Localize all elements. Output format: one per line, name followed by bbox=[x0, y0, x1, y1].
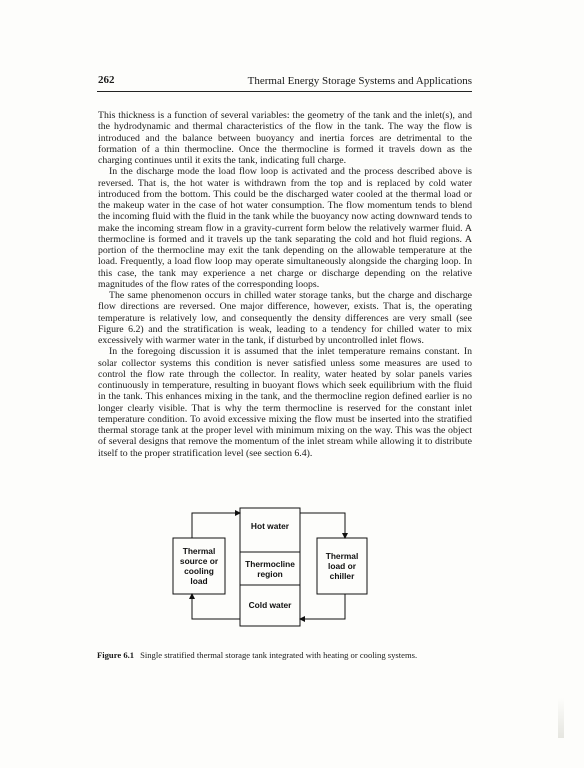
cold-water-label: Cold water bbox=[248, 600, 292, 610]
thermocline-label: Thermocline region bbox=[245, 559, 295, 579]
storage-tank-diagram bbox=[170, 505, 400, 633]
header-rule bbox=[97, 91, 472, 92]
source-label: Thermal source or cooling load bbox=[179, 546, 219, 586]
page-number: 262 bbox=[98, 74, 115, 86]
scan-edge-shadow bbox=[558, 698, 564, 738]
paragraph: In the discharge mode the load flow loop is activated and the process described above is reversed. That is, the hot water is withdrawn from the top and is replaced by cold water introduced from the bottom. This could be the discharged water cooled at the thermal load or the makeup water in the case of hot water consumption. The flow momentum tends to blend the incoming fluid with the fluid in the tank while the buoyancy now acting downward tends to make the incoming stream flow in a gravity-current form below the relatively warmer fluid. A thermocline is formed and it travels up the tank separating the cold and hot fluid regions. A portion of the thermocline may exit the tank depending on the allowable temperature at the load. Frequently, a load flow loop may operate simultaneously alongside the charging loop. In this case, the tank may experience a net charge or discharge depending on the relative magnitudes of the flow rates of the corresponding loops. bbox=[98, 166, 472, 290]
caption-text: Single stratified thermal storage tank integrated with heating or cooling systems. bbox=[140, 650, 418, 660]
figure-caption bbox=[97, 650, 477, 660]
paragraph: This thickness is a function of several variables: the geometry of the tank and the inlet(s), and the hydrodynamic and thermal characteristics of the flow in the tank. The way the flow is introduced and the balance between buoyancy and inertia forces are detrimental to the formation of a thin thermocline. Once the thermocline is formed it travels down as the charging continues until it exits the tank, indicating full charge. bbox=[98, 110, 472, 166]
source-return-pipe bbox=[192, 594, 240, 619]
hot-water-label: Hot water bbox=[250, 521, 290, 531]
load-label: Thermal load or chiller bbox=[325, 551, 359, 581]
load-supply-pipe bbox=[300, 513, 345, 538]
body-text bbox=[98, 110, 472, 459]
paragraph: In the foregoing discussion it is assumed that the inlet temperature remains constant. In solar collector systems this condition is never satisfied unless some measures are used to control the flow rate through the collector. In reality, water heated by solar panels varies continuously in temperature, resulting in buoyant flows which seek equilibrium with the fluid in the tank. This enhances mixing in the tank, and the thermocline region defined earlier is no longer clearly visible. That is why the term thermocline is reserved for the constant inlet temperature condition. To avoid excessive mixing the flow must be inserted into the stratified thermal storage tank at the proper level with minimum mixing on the way. This was the object of several designs that remove the momentum of the inlet stream while allowing it to distribute itself to the proper stratification level (see section 6.4). bbox=[98, 346, 472, 459]
load-return-pipe bbox=[300, 594, 345, 619]
source-supply-pipe bbox=[192, 513, 240, 538]
caption-number: Figure 6.1 bbox=[97, 650, 135, 660]
paragraph: The same phenomenon occurs in chilled water storage tanks, but the charge and discharge flow directions are reversed. One major difference, however, exists. That is, the operating temperature is relatively low, and consequently the density differences are very small (see Figure 6.2) and the stratification is weak, leading to a tendency for chilled water to mix excessively with warmer water in the tank, if disturbed by uncontrolled inlet flows. bbox=[98, 290, 472, 346]
running-title: Thermal Energy Storage Systems and Applications bbox=[247, 75, 472, 87]
